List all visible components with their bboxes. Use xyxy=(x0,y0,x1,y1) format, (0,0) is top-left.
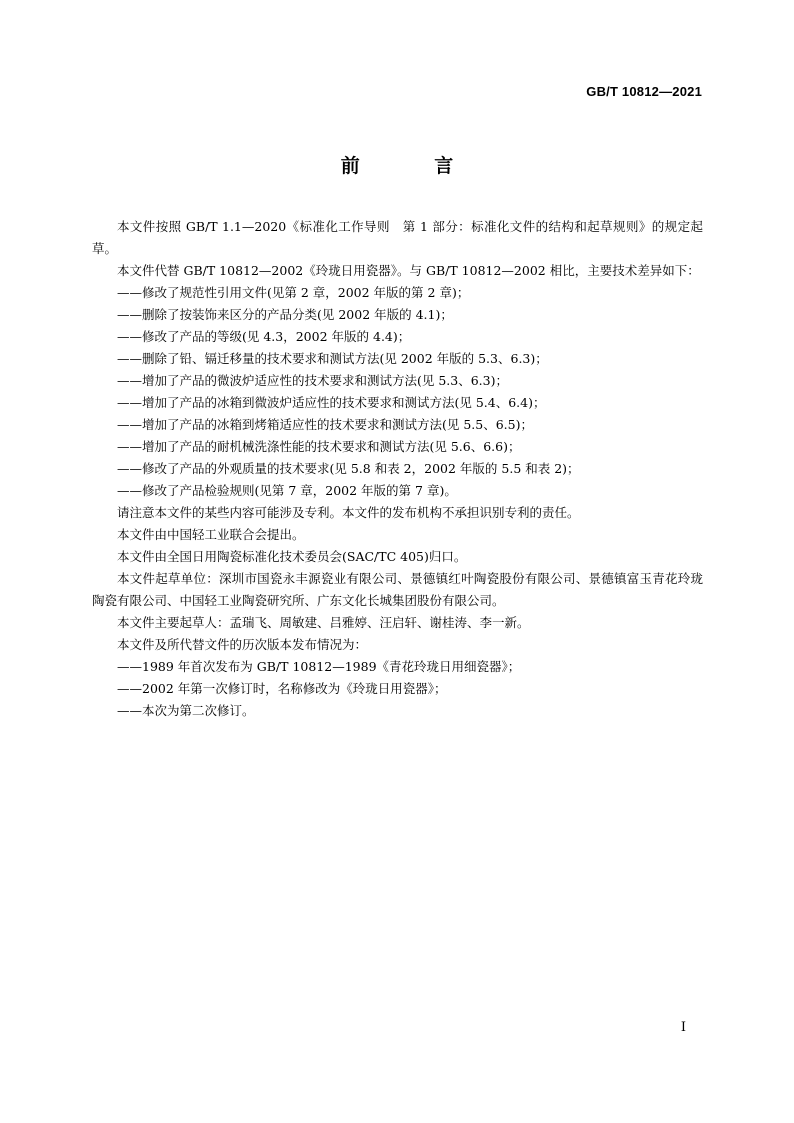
document-body xyxy=(92,216,703,722)
page-number: I xyxy=(680,1020,686,1035)
change-item: ——删除了铅、镉迁移量的技术要求和测试方法(见 2002 年版的 5.3、6.3)； xyxy=(117,351,548,366)
drafting-rules-paragraph: 本文件按照 GB/T 1.1—2020《标准化工作导则 第 1 部分：标准化文件的结构和起草规则》的规定起草。 xyxy=(92,219,703,256)
proposer-paragraph: 本文件由中国轻工业联合会提出。 xyxy=(117,527,305,542)
administrator-paragraph: 本文件由全国日用陶瓷标准化技术委员会(SAC/TC 405)归口。 xyxy=(117,549,467,564)
history-item: ——本次为第二次修订。 xyxy=(117,703,255,718)
change-item: ——删除了按装饰来区分的产品分类(见 2002 年版的 4.1)； xyxy=(117,307,453,322)
drafting-units-paragraph: 本文件起草单位：深圳市国瓷永丰源瓷业有限公司、景德镇红叶陶瓷股份有限公司、景德镇富玉青花玲珑陶瓷有限公司、中国轻工业陶瓷研究所、广东文化长城集团股份有限公司。 xyxy=(92,571,703,608)
history-item: ——2002 年第一次修订时，名称修改为《玲珑日用瓷器》； xyxy=(117,681,447,696)
change-item: ——修改了产品的等级(见 4.3，2002 年版的 4.4)； xyxy=(117,329,411,344)
patent-notice-paragraph: 请注意本文件的某些内容可能涉及专利。本文件的发布机构不承担识别专利的责任。 xyxy=(117,505,580,520)
change-item: ——增加了产品的冰箱到烤箱适应性的技术要求和测试方法(见 5.5、6.5)； xyxy=(117,417,533,432)
drafters-paragraph: 本文件主要起草人：孟瑞飞、周敏建、吕雅婷、汪启轩、谢桂涛、李一新。 xyxy=(117,615,530,630)
change-item: ——修改了产品的外观质量的技术要求(见 5.8 和表 2，2002 年版的 5.5 和表 2)； xyxy=(117,461,580,476)
page-title: 前 言 xyxy=(340,155,488,177)
history-intro-paragraph: 本文件及所代替文件的历次版本发布情况为： xyxy=(117,637,368,652)
history-item: ——1989 年首次发布为 GB/T 10812—1989《青花玲珑日用细瓷器》； xyxy=(117,659,521,674)
change-item: ——增加了产品的耐机械洗涤性能的技术要求和测试方法(见 5.6、6.6)； xyxy=(117,439,521,454)
change-item: ——增加了产品的微波炉适应性的技术要求和测试方法(见 5.3、6.3)； xyxy=(117,373,508,388)
replacement-paragraph: 本文件代替 GB/T 10812—2002《玲珑日用瓷器》。与 GB/T 10812—2002 相比，主要技术差异如下： xyxy=(117,263,700,278)
standard-code: GB/T 10812—2021 xyxy=(586,84,702,99)
change-item: ——修改了规范性引用文件(见第 2 章，2002 年版的第 2 章)； xyxy=(117,285,470,300)
change-item: ——增加了产品的冰箱到微波炉适应性的技术要求和测试方法(见 5.4、6.4)； xyxy=(117,395,546,410)
change-item: ——修改了产品检验规则(见第 7 章，2002 年版的第 7 章)。 xyxy=(117,483,457,498)
